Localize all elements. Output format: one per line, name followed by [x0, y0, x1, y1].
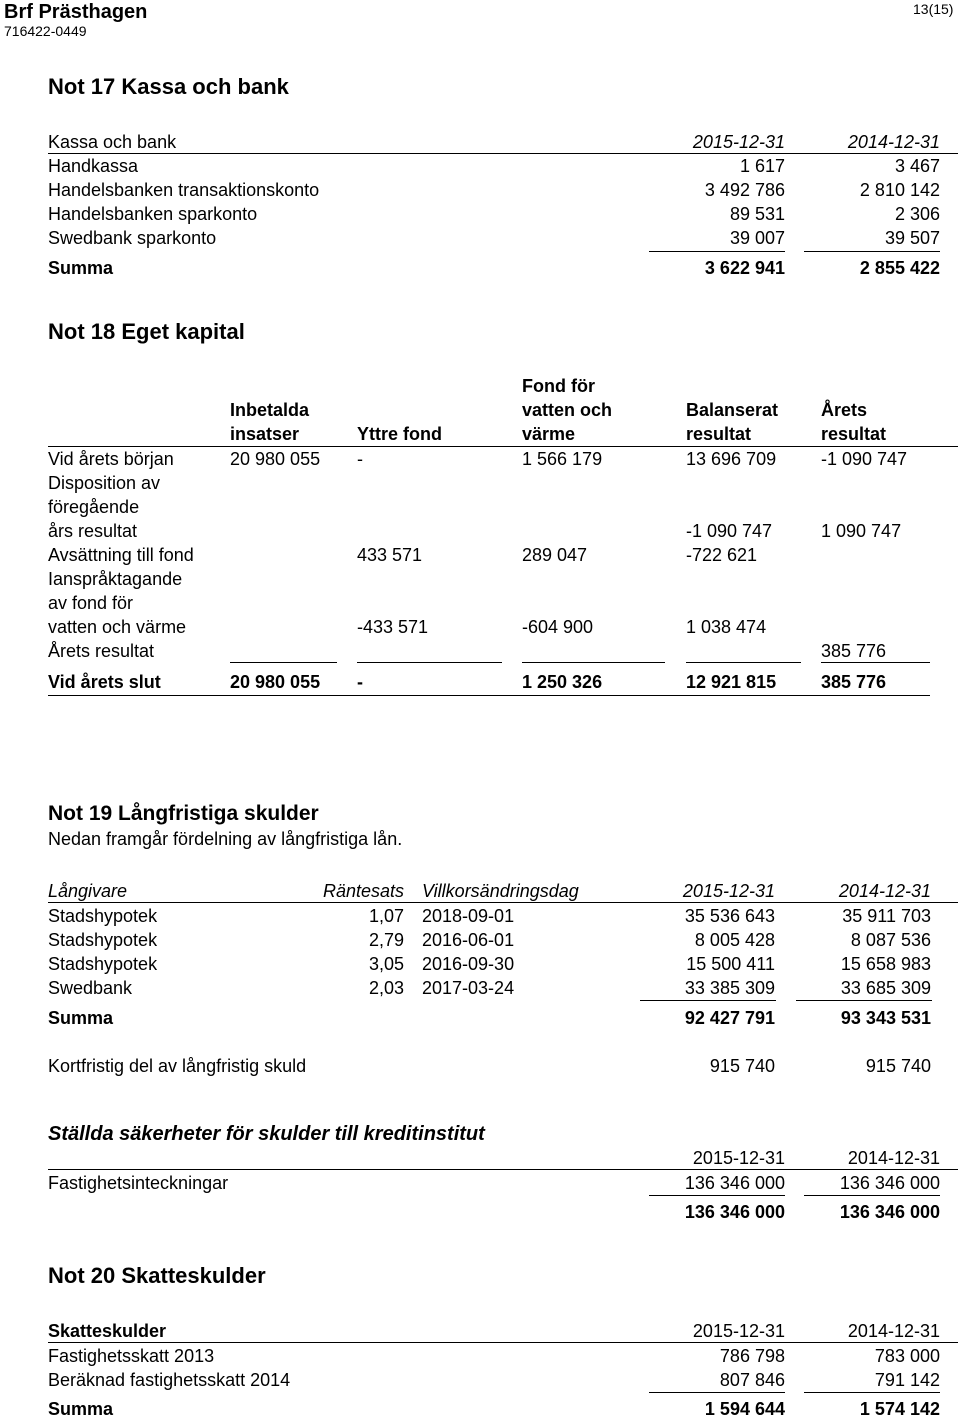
note19-row-rate: 2,79: [368, 930, 404, 950]
note19-row-lender: Stadshypotek: [48, 906, 158, 926]
note18-header-fond-for: Fond för: [522, 376, 595, 396]
note17-table-title: Kassa och bank: [48, 132, 177, 152]
note18-total-cell: 12 921 815: [686, 672, 777, 692]
note18-cell: 1 566 179: [522, 449, 603, 469]
note18-total-cell: 385 776: [821, 672, 887, 692]
note19-row-y2: 15 658 983: [840, 954, 931, 974]
note20-col1-header: 2015-12-31: [692, 1321, 785, 1341]
note19-row-rate: 1,07: [368, 906, 404, 926]
note18-total-cell: -: [357, 672, 363, 692]
note18-row-label: föregående: [48, 497, 140, 517]
note20-sum-label: Summa: [48, 1399, 114, 1419]
note18-cell: 385 776: [821, 641, 887, 661]
note19-header-y1: 2015-12-31: [682, 881, 775, 901]
note17-row-label: Handelsbanken sparkonto: [48, 204, 258, 224]
note17-row-v2: 2 810 142: [859, 180, 940, 200]
note19-sum-rule-2: [796, 1000, 932, 1001]
securities-row-v2: 136 346 000: [839, 1173, 940, 1193]
securities-sum-v2: 136 346 000: [839, 1202, 940, 1222]
securities-sum-v1: 136 346 000: [684, 1202, 785, 1222]
note20-sum-v1: 1 594 644: [704, 1399, 785, 1419]
note18-total-rule: [357, 662, 502, 663]
note17-row-v2: 2 306: [894, 204, 940, 224]
note18-cell: -604 900: [522, 617, 594, 637]
note18-header-rule: [48, 446, 958, 447]
note18-header-yttre-fond: Yttre fond: [357, 424, 442, 444]
note18-header-varme: värme: [522, 424, 576, 444]
note18-row-label: Avsättning till fond: [48, 545, 194, 565]
note18-row-label: av fond för: [48, 593, 134, 613]
note18-total-cell: 1 250 326: [522, 672, 603, 692]
note18-row-label: års resultat: [48, 521, 138, 541]
note19-row-y1: 35 536 643: [684, 906, 775, 926]
note18-header-insatser: insatser: [230, 424, 300, 444]
note20-col2-header: 2014-12-31: [847, 1321, 940, 1341]
note19-row-y1: 15 500 411: [686, 954, 775, 974]
note18-row-label: Vid årets början: [48, 449, 174, 469]
note19-row-y1: 8 005 428: [694, 930, 775, 950]
note20-sum-rule-1: [649, 1392, 785, 1393]
note18-cell: 20 980 055: [230, 449, 321, 469]
note18-total-rule: [522, 662, 665, 663]
securities-row-v1: 136 346 000: [684, 1173, 785, 1193]
note19-header-y2: 2014-12-31: [838, 881, 931, 901]
note17-header-rule: [48, 153, 958, 154]
note19-short-term-label: Kortfristig del av långfristig skuld: [48, 1056, 307, 1076]
note19-sum-label: Summa: [48, 1008, 114, 1028]
note18-header-inbetalda: Inbetalda: [230, 400, 310, 420]
note17-sum-rule-1: [649, 251, 785, 252]
note18-header-arets-resultat: resultat: [821, 424, 887, 444]
page-number: 13(15): [913, 1, 954, 17]
note18-cell: 289 047: [522, 545, 588, 565]
note19-row-lender: Stadshypotek: [48, 930, 158, 950]
note18-cell: -1 090 747: [821, 449, 908, 469]
note18-total-rule: [821, 662, 930, 663]
organization-name: Brf Prästhagen: [4, 1, 148, 23]
note17-row-v1: 1 617: [739, 156, 785, 176]
securities-sum-rule-2: [804, 1195, 940, 1196]
note19-row-y2: 33 685 309: [840, 978, 931, 998]
note19-subtitle: Nedan framgår fördelning av långfristiga lån.: [48, 829, 403, 849]
note19-short-term-y1: 915 740: [709, 1056, 775, 1076]
note20-sum-v2: 1 574 142: [859, 1399, 940, 1419]
note19-row-lender: Swedbank: [48, 978, 133, 998]
note18-cell: -: [357, 449, 363, 469]
securities-row-label: Fastighetsinteckningar: [48, 1173, 229, 1193]
note18-row-label: Disposition av: [48, 473, 161, 493]
note19-header-lender: Långivare: [48, 881, 128, 901]
note19-title: Not 19 Långfristiga skulder: [48, 802, 319, 825]
note18-cell: 1 038 474: [686, 617, 767, 637]
note18-total-cell: 20 980 055: [230, 672, 321, 692]
note20-sum-rule-2: [804, 1392, 940, 1393]
securities-col1-header: 2015-12-31: [692, 1148, 785, 1168]
note18-cell: 433 571: [357, 545, 423, 565]
note19-row-date: 2018-09-01: [422, 906, 515, 926]
note18-header-arets: Årets: [821, 400, 868, 420]
note19-sum-y2: 93 343 531: [840, 1008, 931, 1028]
note17-sum-label: Summa: [48, 258, 114, 278]
note17-col1-header: 2015-12-31: [692, 132, 785, 152]
note20-title: Not 20 Skatteskulder: [48, 1263, 266, 1288]
securities-col2-header: 2014-12-31: [847, 1148, 940, 1168]
note17-title: Not 17 Kassa och bank: [48, 74, 289, 99]
organization-number: 716422-0449: [4, 23, 87, 39]
note17-row-v1: 89 531: [729, 204, 785, 224]
note20-row-v2: 791 142: [874, 1370, 940, 1390]
note19-row-y1: 33 385 309: [684, 978, 775, 998]
note17-sum-v2: 2 855 422: [859, 258, 940, 278]
note17-row-v2: 3 467: [894, 156, 940, 176]
note19-row-rate: 2,03: [368, 978, 404, 998]
note17-col2-header: 2014-12-31: [847, 132, 940, 152]
note19-sum-rule-1: [640, 1000, 776, 1001]
note17-row-v1: 3 492 786: [704, 180, 785, 200]
note19-row-rate: 3,05: [368, 954, 404, 974]
note17-row-label: Handelsbanken transaktionskonto: [48, 180, 320, 200]
note19-row-y2: 8 087 536: [850, 930, 931, 950]
note19-header-rate: Räntesats: [322, 881, 404, 901]
note18-header-balanserat-resultat: resultat: [686, 424, 752, 444]
note18-total-rule: [686, 662, 801, 663]
note20-table-title: Skatteskulder: [48, 1321, 167, 1341]
note18-cell: -1 090 747: [686, 521, 773, 541]
note18-title: Not 18 Eget kapital: [48, 319, 245, 344]
note19-row-date: 2016-09-30: [422, 954, 515, 974]
note18-total-label: Vid årets slut: [48, 672, 161, 692]
note19-header-date: Villkorsändringsdag: [422, 881, 579, 901]
note17-row-v2: 39 507: [884, 228, 940, 248]
note18-bottom-rule: [48, 695, 930, 696]
note18-cell: 13 696 709: [686, 449, 777, 469]
note20-row-label: Fastighetsskatt 2013: [48, 1346, 215, 1366]
note19-row-lender: Stadshypotek: [48, 954, 158, 974]
note19-sum-y1: 92 427 791: [684, 1008, 775, 1028]
note17-row-label: Swedbank sparkonto: [48, 228, 217, 248]
note19-row-y2: 35 911 703: [842, 906, 931, 926]
note19-row-date: 2017-03-24: [422, 978, 515, 998]
securities-title: Ställda säkerheter för skulder till kreditinstitut: [48, 1123, 485, 1145]
note18-header-balanserat: Balanserat: [686, 400, 779, 420]
note20-row-v1: 807 846: [719, 1370, 785, 1390]
note17-sum-rule-2: [804, 251, 940, 252]
note19-short-term-y2: 915 740: [865, 1056, 931, 1076]
note18-cell: 1 090 747: [821, 521, 902, 541]
securities-sum-rule-1: [649, 1195, 785, 1196]
note19-row-date: 2016-06-01: [422, 930, 515, 950]
note17-row-label: Handkassa: [48, 156, 139, 176]
note18-cell: -722 621: [686, 545, 758, 565]
note18-cell: -433 571: [357, 617, 429, 637]
note20-row-label: Beräknad fastighetsskatt 2014: [48, 1370, 291, 1390]
securities-header-rule: [48, 1169, 958, 1170]
note20-header-rule: [48, 1342, 958, 1343]
note17-sum-v1: 3 622 941: [704, 258, 785, 278]
note20-row-v2: 783 000: [874, 1346, 940, 1366]
note18-row-label: Årets resultat: [48, 641, 155, 661]
note18-total-rule: [230, 662, 337, 663]
note18-header-vatten-och: vatten och: [522, 400, 613, 420]
note18-row-label: Ianspråktagande: [48, 569, 183, 589]
note17-row-v1: 39 007: [729, 228, 785, 248]
note18-row-label: vatten och värme: [48, 617, 187, 637]
note20-row-v1: 786 798: [719, 1346, 785, 1366]
note19-header-rule: [48, 902, 958, 903]
